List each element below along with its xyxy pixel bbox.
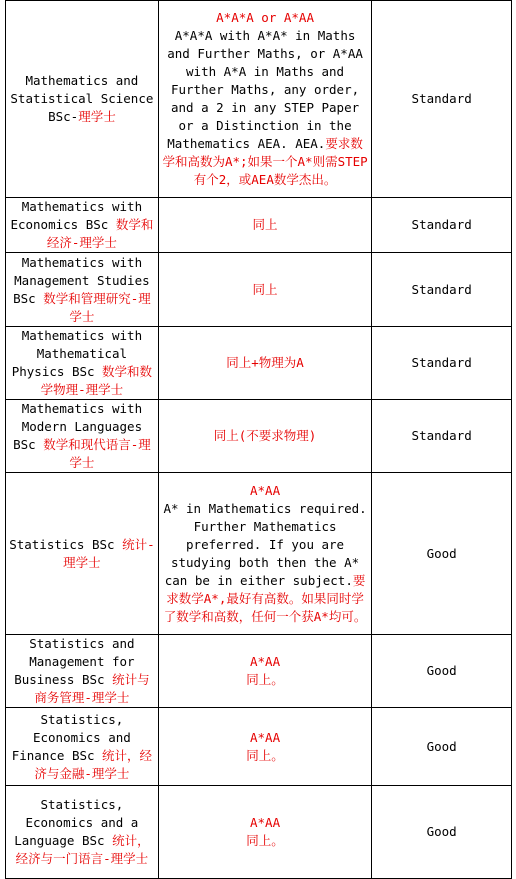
course-name-cn: 数学和管理研究-理学士: [43, 290, 151, 324]
course-name-cn: 统计，经济与一门语言-理学士: [15, 833, 150, 866]
course-name-cn: 数学和现代语言-理学士: [43, 437, 151, 470]
requirement-text-cn: 同上(不要求物理): [213, 428, 317, 443]
course-cell: [6, 473, 159, 635]
requirement-text-en: A*A*A with A*A* in Maths and Further Maths, or A*AA with A*A in Maths and Further Maths, any order, and a 2 in any STEP Paper or a Distinction in the Mathematics AEA. AEA.: [167, 28, 363, 151]
requirement-cell: [158, 327, 372, 400]
requirement-text-cn: 同上: [252, 217, 278, 232]
course-cell: [6, 1, 159, 198]
course-name-cn: 理学士: [78, 109, 116, 124]
level-cell: Good: [372, 635, 512, 708]
course-cell: [6, 198, 159, 253]
course-name-en: Mathematics with Mathematical Physics BSc: [11, 328, 143, 379]
level-cell: Standard: [372, 253, 512, 327]
requirement-text-cn: 要求数学和高数为A*;如果一个A*则需STEP有个2，或AEA数学杰出。: [162, 136, 368, 187]
table-row: [6, 1, 512, 198]
grade-requirement: A*A*A or A*AA: [216, 10, 314, 25]
course-name-en: Statistics BSc: [9, 536, 123, 552]
level-cell: Standard: [372, 1, 512, 198]
requirement-cell: [158, 635, 372, 708]
course-cell: [6, 253, 159, 327]
course-name-en: Statistics, Economics and Finance BSc: [11, 711, 131, 763]
course-cell: [6, 400, 159, 473]
course-cell: [6, 635, 159, 708]
course-cell: [6, 786, 159, 879]
table-row: [6, 253, 512, 327]
table-row: [6, 198, 512, 253]
level-cell: Standard: [372, 198, 512, 253]
level-cell: Standard: [372, 400, 512, 473]
course-cell: [6, 327, 159, 400]
course-name-cn: 数学和经济-理学士: [46, 217, 154, 250]
requirement-cell: [158, 400, 372, 473]
requirement-cell: [158, 198, 372, 253]
course-name-cn: 统计，经济与金融-理学士: [34, 747, 153, 781]
requirements-table: [5, 0, 512, 879]
requirement-text-cn: 同上+物理为A: [226, 355, 304, 370]
course-name-en: Mathematics with Economics BSc: [10, 199, 143, 232]
table-row: [6, 635, 512, 708]
grade-requirement: A*AA: [250, 729, 281, 745]
course-name-cn: 统计与商务管理-理学士: [34, 672, 150, 705]
table-row: [6, 327, 512, 400]
requirement-text-cn: 同上。: [246, 672, 284, 687]
level-cell: Good: [372, 473, 512, 635]
requirement-cell: [158, 1, 372, 198]
course-name-cn: 数学和数学物理-理学士: [40, 364, 153, 397]
requirement-cell: [158, 786, 372, 879]
requirement-text-en: A* in Mathematics required. Further Mathematics preferred. If you are studying both then the A* can be in either subject.: [163, 500, 367, 588]
course-name-cn: 统计-理学士: [63, 536, 155, 570]
grade-requirement: A*AA: [250, 815, 281, 830]
level-cell: Good: [372, 786, 512, 879]
requirement-cell: [158, 473, 372, 635]
course-name-en: Mathematics with Management Studies BSc: [13, 254, 150, 306]
table-row: [6, 708, 512, 786]
grade-requirement: A*AA: [250, 482, 281, 498]
requirement-cell: [158, 708, 372, 786]
course-name-en: Mathematics with Modern Languages BSc: [13, 401, 143, 452]
table-row: [6, 473, 512, 635]
requirement-text-cn: 同上: [252, 281, 278, 297]
requirement-text-cn: 要求数学A*,最好有高数。如果同时学了数学和高数，任何一个获A*均可。: [163, 572, 367, 624]
level-cell: Standard: [372, 327, 512, 400]
requirement-cell: [158, 253, 372, 327]
grade-requirement: A*AA: [250, 654, 281, 669]
requirement-text-cn: 同上。: [246, 747, 284, 763]
course-name-en: Mathematics and Statistical Science BSc-: [10, 73, 154, 124]
table-row: [6, 400, 512, 473]
course-cell: [6, 708, 159, 786]
course-name-en: Statistics, Economics and a Language BSc: [14, 797, 139, 848]
course-name-en: Statistics and Management for Business BSc: [14, 636, 135, 687]
requirement-text-cn: 同上。: [246, 833, 284, 848]
table-row: [6, 786, 512, 879]
level-cell: Good: [372, 708, 512, 786]
